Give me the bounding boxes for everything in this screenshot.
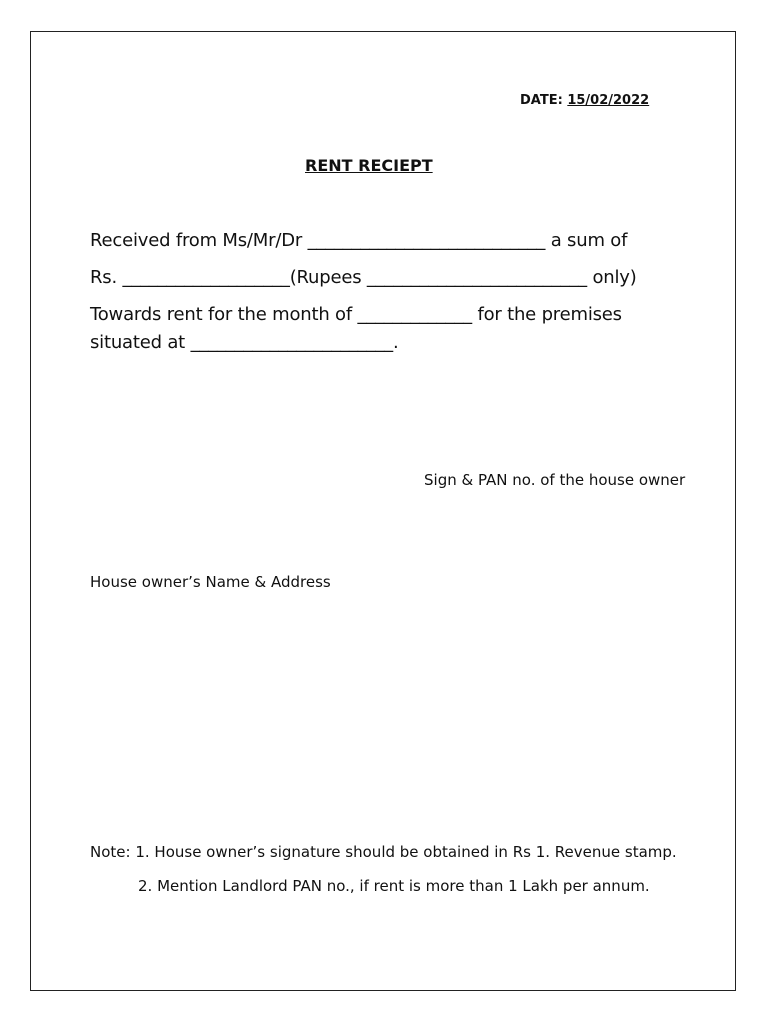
date-value: 15/02/2022	[567, 93, 650, 108]
note-item-2: 2. Mention Landlord PAN no., if rent is more than 1 Lakh per annum.	[138, 877, 650, 895]
received-from-line: Received from Ms/Mr/Dr ___________________________ a sum of	[90, 230, 628, 251]
owner-signature-label: Sign & PAN no. of the house owner	[424, 471, 686, 489]
premises-line: situated at _______________________.	[90, 332, 399, 353]
amount-line: Rs. ___________________(Rupees _________________________ only)	[90, 267, 637, 288]
document-title: RENT RECIEPT	[305, 156, 433, 175]
date-line	[520, 93, 649, 108]
date-label: DATE:	[520, 93, 568, 108]
rent-month-line: Towards rent for the month of _____________ for the premises	[90, 304, 622, 325]
note-item-1: Note: 1. House owner’s signature should be obtained in Rs 1. Revenue stamp.	[90, 843, 677, 861]
owner-name-address-label: House owner’s Name & Address	[90, 573, 331, 591]
